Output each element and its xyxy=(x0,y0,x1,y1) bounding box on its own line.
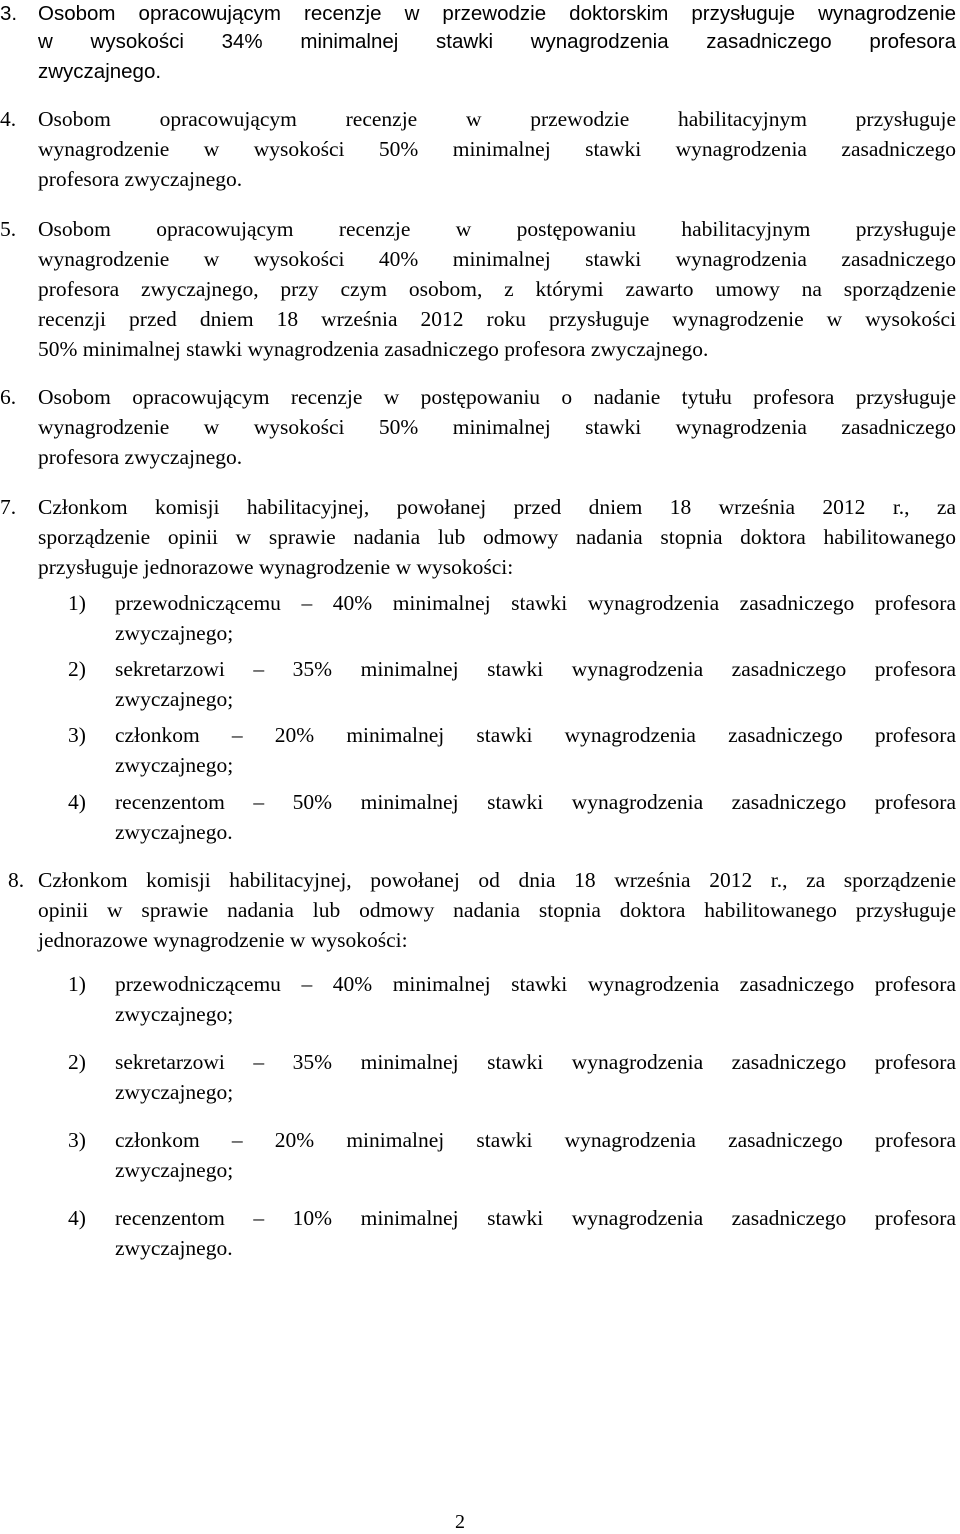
list-item-line: zwyczajnego; xyxy=(115,1002,234,1026)
list-item-line: recenzentom – 50% minimalnej stawki wynagrodzenia zasadniczego profesora xyxy=(115,790,956,814)
list-item-line: zwyczajnego. xyxy=(115,820,233,844)
list-item-line: zwyczajnego; xyxy=(115,1158,234,1182)
paragraph-number: 7. xyxy=(0,495,17,519)
paragraph-line: profesora zwyczajnego, przy czym osobom, z którymi zawarto umowy na sporządzenie xyxy=(38,277,956,301)
paragraph-line: 50% minimalnej stawki wynagrodzenia zasadniczego profesora zwyczajnego. xyxy=(38,337,709,361)
list-item-line: przewodniczącemu – 40% minimalnej stawki wynagrodzenia zasadniczego profesora xyxy=(115,972,956,996)
list-item-line: członkom – 20% minimalnej stawki wynagrodzenia zasadniczego profesora xyxy=(115,1128,956,1152)
paragraph-line: Członkom komisji habilitacyjnej, powołanej od dnia 18 września 2012 r., za sporządzenie xyxy=(38,868,956,892)
paragraph-line: profesora zwyczajnego. xyxy=(38,167,243,191)
list-item-number: 3) xyxy=(68,1128,86,1152)
paragraph-line: opinii w sprawie nadania lub odmowy nadania stopnia doktora habilitowanego przysługuje xyxy=(38,898,956,922)
paragraph-line: recenzji przed dniem 18 września 2012 roku przysługuje wynagrodzenie w wysokości xyxy=(38,307,956,331)
list-item-number: 2) xyxy=(68,657,86,681)
paragraph-line: Osobom opracowującym recenzje w przewodzie doktorskim przysługuje wynagrodzenie xyxy=(38,2,956,25)
paragraph-line: wynagrodzenie w wysokości 50% minimalnej stawki wynagrodzenia zasadniczego xyxy=(38,137,956,161)
paragraph-line: jednorazowe wynagrodzenie w wysokości: xyxy=(38,928,408,952)
paragraph-line: w wysokości 34% minimalnej stawki wynagrodzenia zasadniczego profesora xyxy=(38,30,956,53)
paragraph-line: Osobom opracowującym recenzje w postępowaniu habilitacyjnym przysługuje xyxy=(38,217,956,241)
paragraph-line: wynagrodzenie w wysokości 40% minimalnej stawki wynagrodzenia zasadniczego xyxy=(38,247,956,271)
list-item-number: 1) xyxy=(68,972,86,996)
list-item-line: zwyczajnego; xyxy=(115,621,234,645)
list-item-number: 1) xyxy=(68,591,86,615)
list-item-line: sekretarzowi – 35% minimalnej stawki wynagrodzenia zasadniczego profesora xyxy=(115,1050,956,1074)
paragraph-line: zwyczajnego. xyxy=(38,60,162,83)
list-item-line: przewodniczącemu – 40% minimalnej stawki wynagrodzenia zasadniczego profesora xyxy=(115,591,956,615)
list-item-line: zwyczajnego; xyxy=(115,1080,234,1104)
list-item-number: 4) xyxy=(68,790,86,814)
paragraph-line: Członkom komisji habilitacyjnej, powołanej przed dniem 18 września 2012 r., za xyxy=(38,495,956,519)
paragraph-number: 5. xyxy=(0,217,17,241)
paragraph-number: 8. xyxy=(8,868,25,892)
paragraph-line: Osobom opracowującym recenzje w postępowaniu o nadanie tytułu profesora przysługuje xyxy=(38,385,956,409)
paragraph-number: 3. xyxy=(0,2,18,25)
list-item-line: zwyczajnego; xyxy=(115,687,234,711)
paragraph-line: sporządzenie opinii w sprawie nadania lub odmowy nadania stopnia doktora habilitowanego xyxy=(38,525,956,549)
list-item-number: 2) xyxy=(68,1050,86,1074)
list-item-line: zwyczajnego; xyxy=(115,753,234,777)
paragraph-line: Osobom opracowującym recenzje w przewodzie habilitacyjnym przysługuje xyxy=(38,107,956,131)
paragraph-line: przysługuje jednorazowe wynagrodzenie w wysokości: xyxy=(38,555,514,579)
list-item-number: 3) xyxy=(68,723,86,747)
list-item-number: 4) xyxy=(68,1206,86,1230)
paragraph-line: profesora zwyczajnego. xyxy=(38,445,243,469)
list-item-line: członkom – 20% minimalnej stawki wynagrodzenia zasadniczego profesora xyxy=(115,723,956,747)
paragraph-number: 4. xyxy=(0,107,17,131)
list-item-line: recenzentom – 10% minimalnej stawki wynagrodzenia zasadniczego profesora xyxy=(115,1206,956,1230)
list-item-line: sekretarzowi – 35% minimalnej stawki wynagrodzenia zasadniczego profesora xyxy=(115,657,956,681)
page-number: 2 xyxy=(455,1511,465,1533)
paragraph-number: 6. xyxy=(0,385,17,409)
list-item-line: zwyczajnego. xyxy=(115,1236,233,1260)
paragraph-line: wynagrodzenie w wysokości 50% minimalnej stawki wynagrodzenia zasadniczego xyxy=(38,415,956,439)
